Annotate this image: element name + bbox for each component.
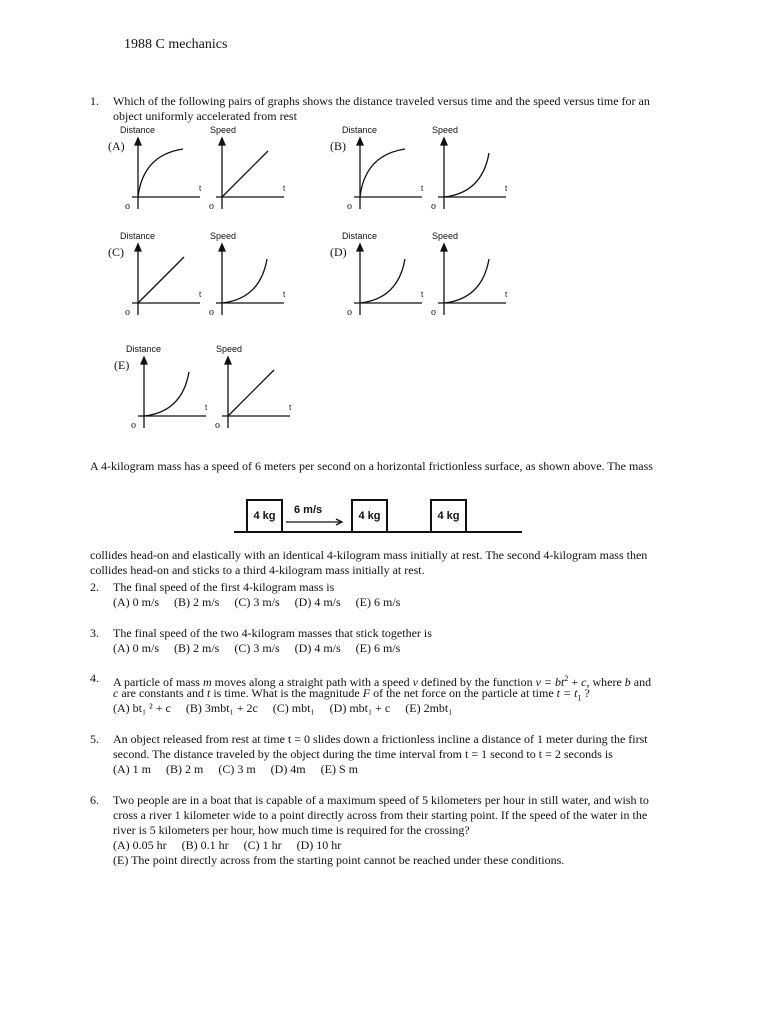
q2-number: 2. [90, 580, 99, 594]
q6-number: 6. [90, 793, 99, 807]
y-axis-arrow-icon [441, 244, 447, 251]
speed-axis-label: Speed [432, 125, 459, 135]
intro-line3: collides head-on and sticks to a third 4-kilogram mass initially at rest. [90, 563, 425, 577]
q5-choices: (A) 1 m (B) 2 m (C) 3 m (D) 4m (E) S m [113, 762, 358, 776]
distance-axis-label: Distance [120, 231, 156, 241]
convex-curve [444, 259, 489, 303]
option-label: (E) [114, 358, 130, 372]
q2-text: The final speed of the first 4-kilogram mass is [113, 580, 335, 594]
convex-curve [222, 259, 267, 303]
distance-vs-time-graph [140, 354, 210, 430]
distance-vs-time-graph [356, 135, 426, 211]
q6-text-line1: Two people are in a boat that is capable of a maximum speed of 5 kilometers per hour in still water, and wish to [113, 793, 649, 807]
speed-axis-label: Speed [210, 231, 237, 241]
y-axis-arrow-icon [135, 244, 141, 251]
q3-text: The final speed of the two 4-kilogram masses that stick together is [113, 626, 432, 640]
origin-label: o [125, 307, 130, 318]
convex-curve [144, 372, 189, 416]
q5-number: 5. [90, 732, 99, 746]
distance-axis-label: Distance [342, 125, 378, 135]
time-axis-label: t [199, 290, 202, 299]
velocity-label: 6 m/s [294, 504, 323, 516]
y-axis-arrow-icon [357, 138, 363, 145]
concave-curve [138, 149, 183, 197]
convex-curve [360, 259, 405, 303]
y-axis-arrow-icon [225, 357, 231, 364]
q5-text-line2: second. The distance traveled by the object during the time interval from t = 1 second to t = 2 seconds is [113, 747, 613, 761]
distance-axis-label: Distance [126, 344, 162, 354]
distance-vs-time-graph [134, 135, 204, 211]
origin-label: o [131, 420, 136, 431]
speed-vs-time-graph [218, 135, 288, 211]
y-axis-arrow-icon [141, 357, 147, 364]
speed-vs-time-graph [440, 135, 510, 211]
origin-label: o [215, 420, 220, 431]
speed-vs-time-graph [224, 354, 294, 430]
q4-text-line1: A particle of mass m moves along a straight path with a speed v defined by the function $v = bt^2 + c$, where b and [113, 674, 652, 689]
time-axis-label: t [289, 403, 292, 412]
speed-axis-label: Speed [210, 125, 237, 135]
origin-label: o [209, 307, 214, 318]
intro-line1: A 4-kilogram mass has a speed of 6 meters per second on a horizontal frictionless surface, as shown above. The mass [90, 459, 653, 473]
y-axis-arrow-icon [219, 244, 225, 251]
origin-label: o [209, 201, 214, 212]
q6-text-line3: river is 5 kilometers per hour, how much time is required for the crossing? [113, 823, 470, 837]
distance-axis-label: Distance [120, 125, 156, 135]
concave-curve [360, 149, 405, 197]
linear-curve [228, 370, 274, 416]
time-axis-label: t [205, 403, 208, 412]
y-axis-arrow-icon [219, 138, 225, 145]
option-label: (A) [108, 139, 125, 153]
time-axis-label: t [421, 290, 424, 299]
q4-text-line2: c are constants and t is time. What is the magnitude F of the net force on the particle at time $t = t_1$ ? [113, 686, 590, 703]
q4-number: 4. [90, 671, 99, 685]
origin-label: o [347, 307, 352, 318]
origin-label: o [431, 201, 436, 212]
origin-label: o [431, 307, 436, 318]
speed-vs-time-graph [218, 241, 288, 317]
intro-line2: collides head-on and elastically with an identical 4-kilogram mass initially at rest. The second 4-kilogram mass then [90, 548, 648, 562]
speed-axis-label: Speed [216, 344, 243, 354]
distance-vs-time-graph [134, 241, 204, 317]
mass-box-2: 4 kg [351, 499, 388, 533]
option-label: (C) [108, 245, 124, 259]
y-axis-arrow-icon [441, 138, 447, 145]
time-axis-label: t [505, 184, 508, 193]
origin-label: o [347, 201, 352, 212]
q6-text-line2: cross a river 1 kilometer wide to a point directly across from their starting point. If the speed of the water in the [113, 808, 648, 822]
time-axis-label: t [283, 184, 286, 193]
q6-choice-e: (E) The point directly across from the starting point cannot be reached under these conditions. [113, 853, 565, 867]
q1-text-line1: Which of the following pairs of graphs shows the distance traveled versus time and the speed versus time for an [113, 94, 650, 108]
q2-choices: (A) 0 m/s (B) 2 m/s (C) 3 m/s (D) 4 m/s (E) 6 m/s [113, 595, 401, 609]
frictionless-surface [234, 531, 522, 533]
convex-curve [444, 153, 489, 197]
distance-axis-label: Distance [342, 231, 378, 241]
time-axis-label: t [421, 184, 424, 193]
q4-choices: (A) bt₁ ² + c (B) 3mbt₁ + 2c (C) mbt₁ (D) mbt₁ + c (E) 2mbt₁ [113, 701, 453, 715]
time-axis-label: t [283, 290, 286, 299]
linear-curve [138, 257, 184, 303]
q1-number: 1. [90, 94, 99, 108]
y-axis-arrow-icon [357, 244, 363, 251]
velocity-arrow-icon [284, 518, 344, 526]
time-axis-label: t [199, 184, 202, 193]
q3-choices: (A) 0 m/s (B) 2 m/s (C) 3 m/s (D) 4 m/s (E) 6 m/s [113, 641, 401, 655]
mass-box-1: 4 kg [246, 499, 283, 533]
option-label: (D) [330, 245, 347, 259]
time-axis-label: t [505, 290, 508, 299]
distance-vs-time-graph [356, 241, 426, 317]
mass-box-3: 4 kg [430, 499, 467, 533]
origin-label: o [125, 201, 130, 212]
speed-vs-time-graph [440, 241, 510, 317]
linear-curve [222, 151, 268, 197]
option-label: (B) [330, 139, 346, 153]
q1-text-line2: object uniformly accelerated from rest [113, 109, 297, 123]
y-axis-arrow-icon [135, 138, 141, 145]
page-title: 1988 C mechanics [124, 37, 228, 52]
q3-number: 3. [90, 626, 99, 640]
q6-choices: (A) 0.05 hr (B) 0.1 hr (C) 1 hr (D) 10 hr [113, 838, 342, 852]
speed-axis-label: Speed [432, 231, 459, 241]
q5-text-line1: An object released from rest at time t = 0 slides down a frictionless incline a distance of 1 meter during the first [113, 732, 648, 746]
